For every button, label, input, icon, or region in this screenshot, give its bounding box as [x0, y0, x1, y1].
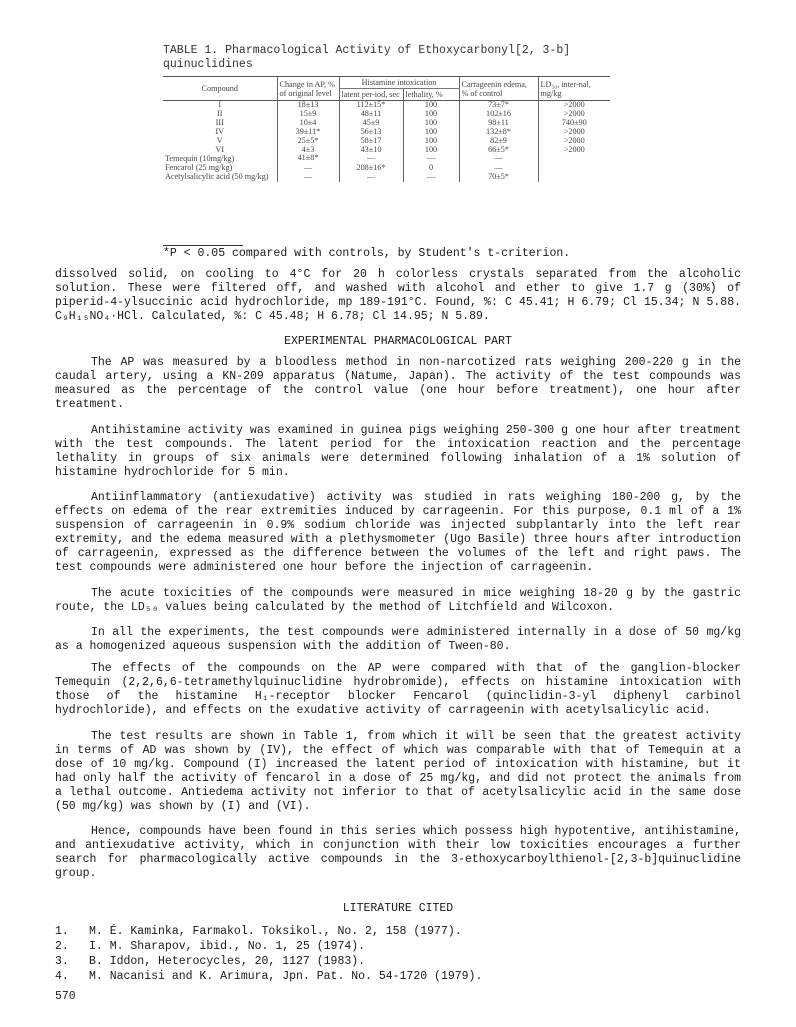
cell-ld50: [538, 164, 610, 173]
cell-change-ap: 10±4: [277, 119, 339, 128]
paragraph-antiinflammatory-method: Antiinflammatory (antiexudative) activity was studied in rats weighing 180-200 g, by the effects on edema of the rear extremities induced by carrageenin. For this purpose, 0.1 ml of a 1% suspension of carrageenin in 0.9% sodium chloride was injected subplantarly into the left rear extremity, and the edema measured with a plethysmometer (Ugo Basile) three hours after introduction of carrageenin, expressed as the difference between the volumes of the left and right paws. The test compounds were administered one hour before the injection of carrageenin.: [55, 491, 741, 575]
cell-carrageenin-edema: 66±5*: [459, 146, 538, 155]
section-title: EXPERIMENTAL PHARMACOLOGICAL PART: [284, 335, 512, 348]
literature-title: LITERATURE CITED: [342, 902, 454, 915]
cell-ld50: [538, 154, 610, 164]
cell-latent-period: 112±15*: [339, 101, 403, 110]
paragraph-conclusion: Hence, compounds have been found in this series which possess high hypotentive, antihistamine, and antiexudative activity, which in conjunction with their low toxicities encourages a further search for pharmacologically active compounds in the 3-ethoxycarboylthienol-[2,3-b]quinuclidine group.: [55, 825, 741, 881]
cell-carrageenin-edema: 73±7*: [459, 101, 538, 110]
cell-compound: VI: [215, 144, 225, 154]
cell-lethality: —: [403, 173, 459, 182]
reference-item: [55, 969, 745, 984]
paragraph-antihistamine-method: Antihistamine activity was examined in guinea pigs weighing 250-300 g one hour after treatment with the test compounds. The latent period for the intoxication reaction and the percentage lethality in groups of six animals were determined following inhalation of a 1% solution of histamine hydrochloride for 5 min.: [55, 424, 741, 480]
cell-change-ap: —: [277, 164, 339, 173]
cell-ld50: >2000: [538, 128, 610, 137]
cell-lethality: 100: [403, 128, 459, 137]
table-row: [163, 119, 610, 128]
table-body: [163, 101, 610, 183]
cell-latent-period: 43±10: [339, 146, 403, 155]
header-change-ap: Change in AP, % of original level: [277, 77, 339, 101]
reference-number: 1.: [55, 925, 69, 938]
reference-number: 2.: [55, 940, 69, 953]
paragraph-dosing: In all the experiments, the test compounds were administered internally in a dose of 50 mg/kg as a homogenized aqueous suspension with the addition of Tween-80.: [55, 626, 741, 654]
table-row: [163, 146, 610, 155]
header-ld50: LD₅₀, inter-nal, mg/kg: [538, 77, 610, 101]
table-row: [163, 173, 610, 182]
table-caption: [163, 44, 633, 72]
table-grid: [163, 76, 610, 182]
cell-latent-period: —: [339, 154, 403, 164]
cell-lethality: —: [403, 154, 459, 164]
cell-lethality: 0: [403, 164, 459, 173]
paragraph-comparison: The effects of the compounds on the AP were compared with that of the ganglion-blocker Temequin (2,2,6,6-tetramethylquinuclidine hydrobromide), effects on histamine intoxication with those of the histamine H₁-receptor blocker Fencarol (quinclidin-3-yl diphenyl carbinol hydrochloride), and effects on the exudative activity of carrageenin with acetylsalicylic acid.: [55, 662, 741, 718]
paragraph-synthesis-end: dissolved solid, on cooling to 4°C for 20 h colorless crystals separated from the alcoholic solution. These were filtered off, and washed with alcohol and ether to give 1.7 g (30%) of piperid-4-ylsuccinic acid hydrochloride, mp 189-191°C. Found, %: C 45.41; H 6.79; Cl 15.34; N 5.88. C₉H₁₅NO₄·HCl. Calculated, %: C 45.48; H 6.78; Cl 14.95; N 5.89.: [55, 268, 741, 324]
cell-compound: V: [216, 135, 223, 145]
table-row: [163, 110, 610, 119]
pharmacology-table: [163, 76, 610, 243]
header-histamine-group: Histamine intoxication: [339, 77, 459, 89]
cell-change-ap: 15±9: [277, 110, 339, 119]
cell-latent-period: —: [339, 173, 403, 182]
cell-ld50: [538, 173, 610, 182]
cell-change-ap: 41±8*: [277, 154, 339, 164]
cell-carrageenin-edema: 98±11: [459, 119, 538, 128]
cell-latent-period: 208±16*: [339, 164, 403, 173]
cell-carrageenin-edema: 102±16: [459, 110, 538, 119]
footnote-rule: [163, 245, 243, 246]
cell-ld50: >2000: [538, 110, 610, 119]
cell-compound: IV: [215, 126, 225, 136]
cell-change-ap: 4±3: [277, 146, 339, 155]
cell-compound: III: [215, 117, 224, 127]
table-footnote: *P < 0.05 compared with controls, by Student's t-criterion.: [163, 247, 571, 260]
reference-text: M. É. Kaminka, Farmakol. Toksikol., No. 2, 158 (1977).: [89, 925, 462, 938]
table-row: [163, 101, 610, 110]
cell-lethality: 100: [403, 137, 459, 146]
cell-carrageenin-edema: 70±5*: [459, 173, 538, 182]
header-compound: Compound: [163, 77, 277, 101]
header-latent-period: latent per-iod, sec: [339, 89, 403, 101]
reference-text: I. M. Sharapov, ibid., No. 1, 25 (1974).: [89, 940, 366, 953]
reference-item: [55, 924, 745, 939]
cell-change-ap: —: [277, 173, 339, 182]
cell-lethality: 100: [403, 101, 459, 110]
reference-item: [55, 939, 745, 954]
cell-compound: Temequin (10mg/kg): [165, 154, 235, 164]
cell-change-ap: 39±11*: [277, 128, 339, 137]
paragraph-toxicity-method: The acute toxicities of the compounds were measured in mice weighing 18-20 g by the gastric route, the LD₅₀ values being calculated by the method of Litchfield and Wilcoxon.: [55, 587, 741, 615]
reference-list: [55, 924, 745, 984]
cell-latent-period: 45±9: [339, 119, 403, 128]
cell-lethality: 100: [403, 146, 459, 155]
table-caption-line1: TABLE 1. Pharmacological Activity of Ethoxycarbonyl[2, 3-b]: [163, 44, 571, 57]
cell-ld50: 740±90: [538, 119, 610, 128]
table-row: [163, 128, 610, 137]
cell-carrageenin-edema: 82±9: [459, 137, 538, 146]
reference-text: B. Iddon, Heterocycles, 20, 1127 (1983).: [89, 955, 366, 968]
cell-compound: Acetylsalicylic acid (50 mg/kg): [165, 172, 269, 182]
cell-change-ap: 18±13: [277, 101, 339, 110]
cell-lethality: 100: [403, 110, 459, 119]
reference-number: 4.: [55, 970, 69, 983]
cell-latent-period: 48±11: [339, 110, 403, 119]
reference-item: [55, 954, 745, 969]
cell-latent-period: 58±17: [339, 137, 403, 146]
cell-ld50: >2000: [538, 101, 610, 110]
cell-change-ap: 25±5*: [277, 137, 339, 146]
cell-ld50: >2000: [538, 146, 610, 155]
cell-carrageenin-edema: —: [459, 164, 538, 173]
cell-ld50: >2000: [538, 137, 610, 146]
table-caption-line2: quinuclidines: [163, 58, 253, 71]
cell-latent-period: 56±13: [339, 128, 403, 137]
reference-number: 3.: [55, 955, 69, 968]
cell-compound: II: [217, 108, 223, 118]
paragraph-ap-method: The AP was measured by a bloodless method in non-narcotized rats weighing 200-220 g in the caudal artery, using a KN-209 apparatus (Natume, Japan). The activity of the test compounds was measured as the percentage of the control value (one hour before treatment), one hour after treatment.: [55, 356, 741, 412]
cell-carrageenin-edema: —: [459, 154, 538, 164]
reference-text: M. Nacanisi and K. Arimura, Jpn. Pat. No. 54-1720 (1979).: [89, 970, 483, 983]
cell-carrageenin-edema: 132±8*: [459, 128, 538, 137]
cell-compound: I: [218, 100, 222, 109]
cell-compound: Fencarol (25 mg/kg): [165, 163, 233, 173]
header-lethality: lethality, %: [403, 89, 459, 101]
page-number: 570: [55, 990, 76, 1003]
paragraph-results: The test results are shown in Table 1, from which it will be seen that the greatest activity in terms of AD was shown by (IV), the effect of which was comparable with that of Temequin at a dose of 10 mg/kg. Compound (I) increased the latent period of intoxication with histamine, but it had only half the activity of fencarol in a dose of 25 mg/kg, and did not protect the animals from a lethal outcome. Antiedema activity not inferior to that of acetylsalicylic acid in the same dose (50 mg/kg) was shown by (I) and (VI).: [55, 730, 741, 814]
header-carrageenin: Carrageenin edema, % of control: [459, 77, 538, 101]
cell-lethality: 100: [403, 119, 459, 128]
table-row: [163, 137, 610, 146]
